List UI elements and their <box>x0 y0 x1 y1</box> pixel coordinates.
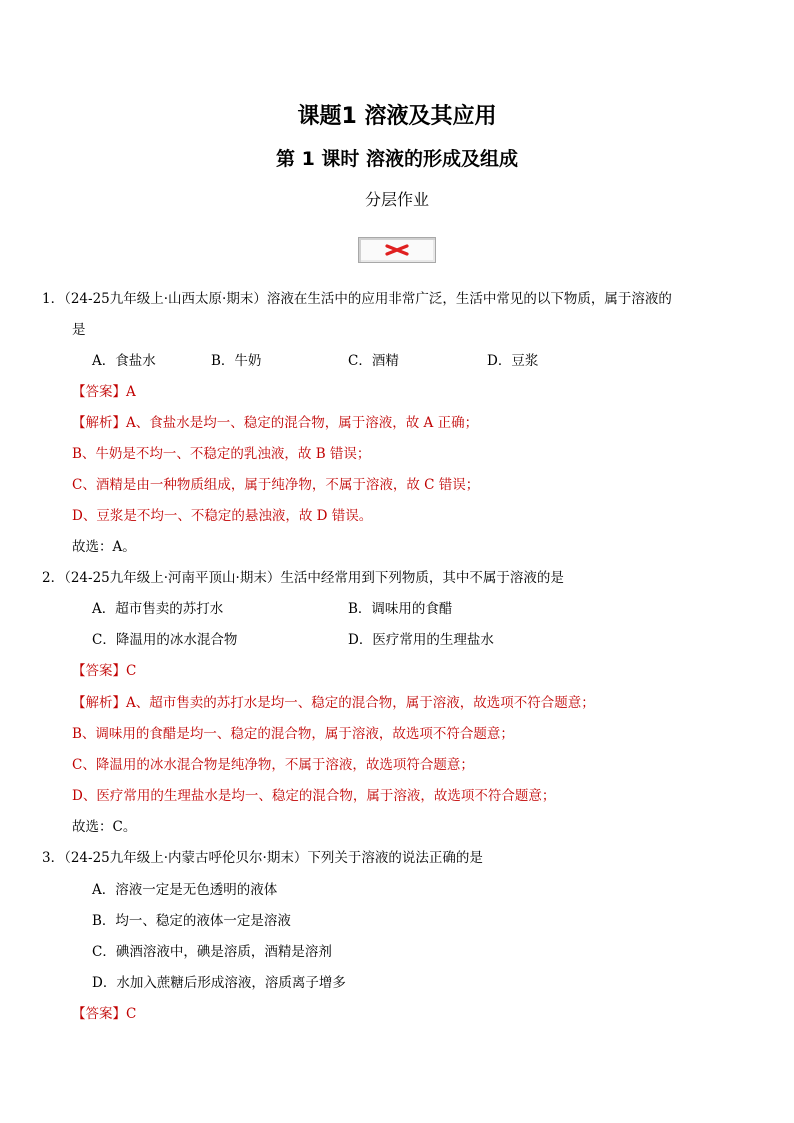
q1-analysis-line: B、牛奶是不均一、不稳定的乳浊液，故 B 错误； <box>72 446 371 462</box>
question-1-stem-cont: 是 <box>72 322 86 338</box>
q1-analysis-line: C、酒精是由一种物质组成，属于纯净物，不属于溶液，故 C 错误； <box>72 477 480 493</box>
question-1-stem: 1．（24-25九年级上·山西太原·期末）溶液在生活中的应用非常广泛，生活中常见的以下物质，属于溶液的 <box>42 291 672 307</box>
answer-value: C <box>126 663 137 679</box>
answer-value: C <box>126 1006 137 1022</box>
q3-option-b: B．均一、稳定的液体一定是溶液 <box>92 913 291 929</box>
broken-image-icon <box>358 237 436 263</box>
q2-option-d: D．医疗常用的生理盐水 <box>348 632 494 648</box>
q3-answer <box>72 1004 136 1024</box>
q1-option-b: B．牛奶 <box>211 353 262 369</box>
q1-conclusion: 故选：A。 <box>72 539 136 555</box>
q2-conclusion: 故选：C。 <box>72 819 137 835</box>
q2-analysis-line <box>72 693 595 713</box>
question-2-stem: 2．（24-25九年级上·河南平顶山·期末）生活中经常用到下列物质，其中不属于溶液的是 <box>42 570 564 586</box>
q1-option-c: C．酒精 <box>348 353 399 369</box>
page-subtitle: 第 1 课时 溶液的形成及组成 <box>275 148 519 170</box>
question-3-stem: 3．（24-25九年级上·内蒙古呼伦贝尔·期末）下列关于溶液的说法正确的是 <box>42 850 483 866</box>
analysis-tag: 【解析】 <box>72 415 126 431</box>
q2-analysis-line: D、医疗常用的生理盐水是均一、稳定的混合物，属于溶液，故选项不符合题意； <box>72 788 556 804</box>
q2-option-b: B．调味用的食醋 <box>348 601 453 617</box>
q1-answer <box>72 382 136 402</box>
q2-option-c: C．降温用的冰水混合物 <box>92 632 238 648</box>
analysis-tag: 【解析】 <box>72 695 126 711</box>
answer-tag: 【答案】 <box>72 1006 126 1022</box>
answer-tag: 【答案】 <box>72 384 126 400</box>
page-title: 课题1 溶液及其应用 <box>297 104 497 129</box>
q1-option-d: D．豆浆 <box>487 353 539 369</box>
section-label: 分层作业 <box>364 190 429 209</box>
q2-analysis-line: C、降温用的冰水混合物是纯净物，不属于溶液，故选项符合题意； <box>72 757 474 773</box>
answer-tag: 【答案】 <box>72 663 126 679</box>
q2-answer <box>72 661 136 681</box>
q3-option-d: D．水加入蔗糖后形成溶液，溶质离子增多 <box>92 975 346 991</box>
q2-analysis-line: B、调味用的食醋是均一、稳定的混合物，属于溶液，故选项不符合题意； <box>72 726 514 742</box>
q1-option-a: A．食盐水 <box>92 353 156 369</box>
q3-option-a: A．溶液一定是无色透明的液体 <box>92 882 278 898</box>
analysis-text: A、超市售卖的苏打水是均一、稳定的混合物，属于溶液，故选项不符合题意； <box>126 695 595 711</box>
q1-analysis-line: D、豆浆是不均一、不稳定的悬浊液，故 D 错误。 <box>72 508 373 524</box>
q3-option-c: C．碘酒溶液中，碘是溶质，酒精是溶剂 <box>92 944 332 960</box>
analysis-text: A、食盐水是均一、稳定的混合物，属于溶液，故 A 正确； <box>126 415 479 431</box>
answer-value: A <box>126 384 136 400</box>
q2-option-a: A．超市售卖的苏打水 <box>92 601 224 617</box>
q1-analysis-line <box>72 413 478 433</box>
